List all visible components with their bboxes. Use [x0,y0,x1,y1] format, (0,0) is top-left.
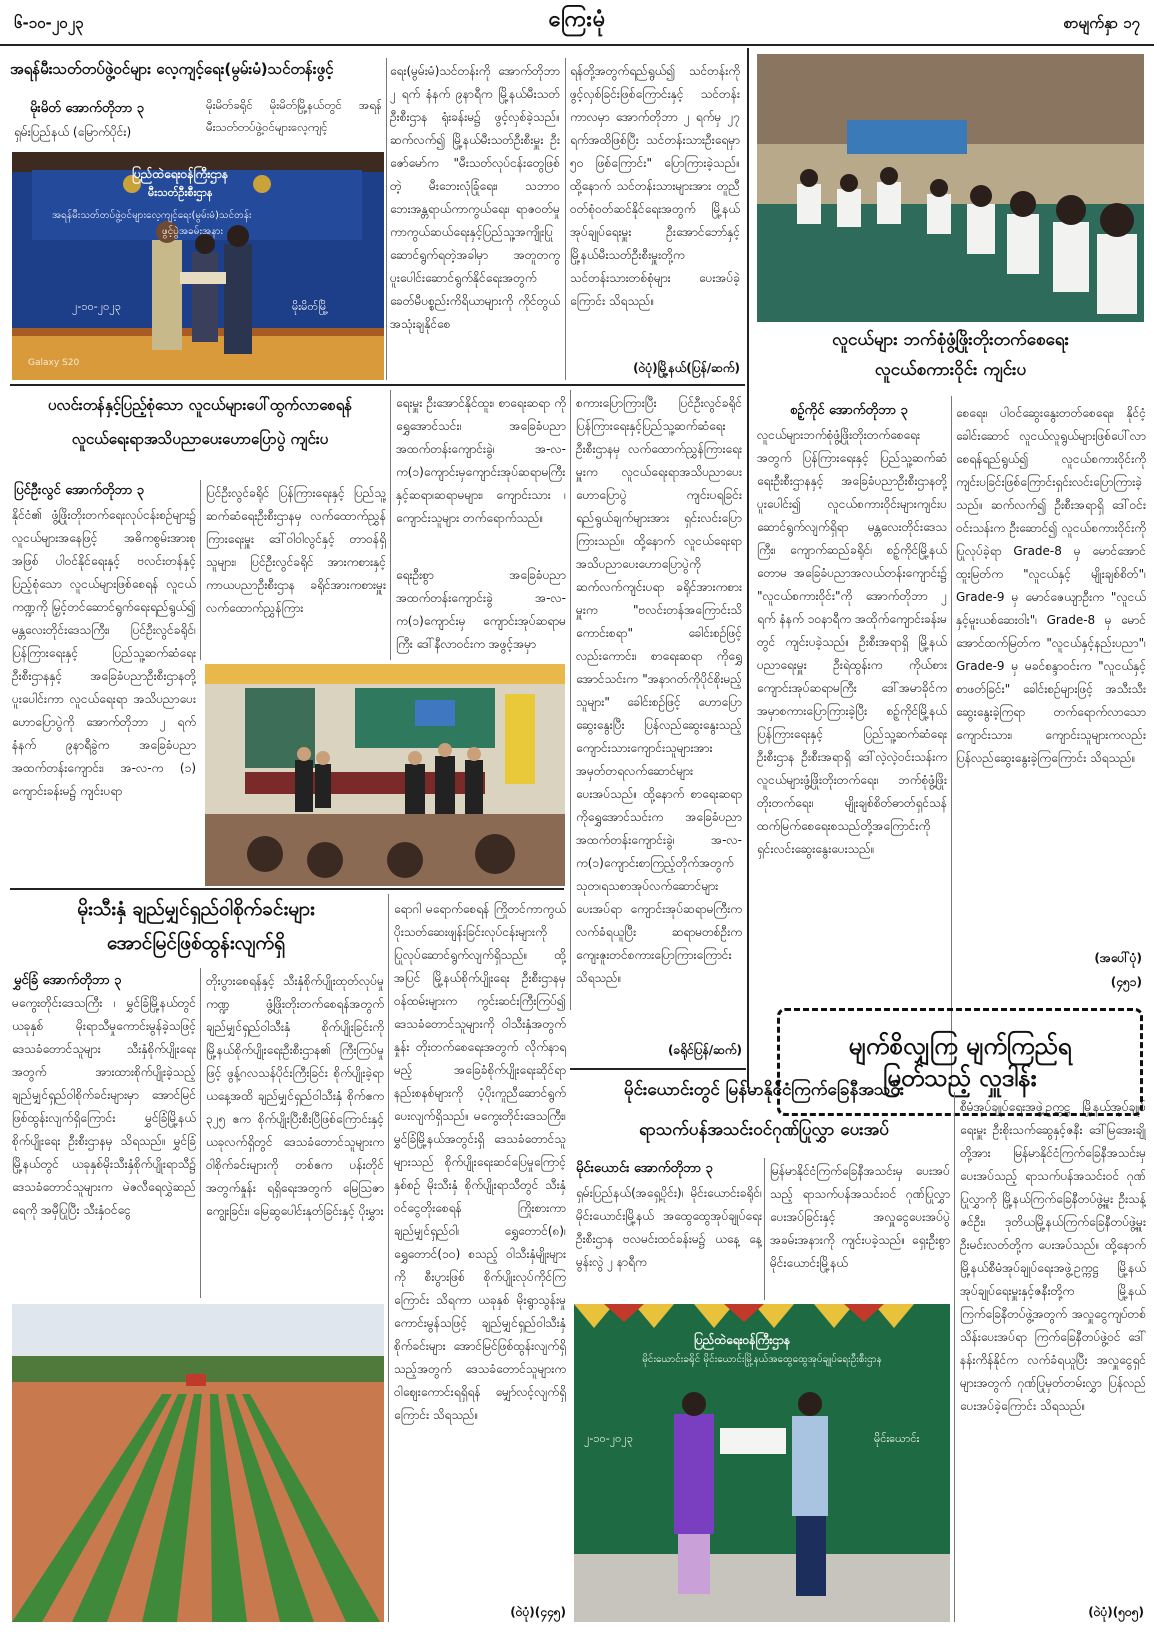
a5-photo-date: ၂-၁၀-၂၀၂၃ [584,1432,633,1445]
a1-photo-fire-brigade-ceremony [12,152,384,380]
a4-headline-line2: အောင်မြင်ဖြစ်ထွန်းလျက်ရှိ [106,932,286,954]
a1-photo-banner-department: မီးသတ်ဦးစီးဌာန [148,186,213,199]
column-rule [200,480,201,660]
a5-photo-red-cross-ceremony [574,1304,950,1622]
column-rule [570,390,571,1010]
a1-photo-banner-course: အရန်မီးသတ်တပ်ဖွဲ့ဝင်များလေ့ကျင့်ရေး(မွမ်းမံ)သင်တန်း [52,210,252,221]
column-rule [200,968,201,1298]
a1-intro: မိုးမိတ်ခရိုင် မိုးမိတ်မြို့နယ်တွင် အရန်မီးသတ်တပ်ဖွဲ့ဝင်များလေ့ကျင့် [206,98,382,134]
a5-body-col1: ရှမ်းပြည်နယ်(အရှေ့ပိုင်း)၊ မိုင်းယောင်းခရိုင်၊ မိုင်းယောင်းမြို့နယ် အထွေထွေအုပ်ချုပ်ရေးဦးစီးဌာန ဗလမင်းထင်ခန်းမ၌ ယနေ့ နေ့ မွန်းလွဲ ၂ နာရီက [576,1186,762,1269]
a3-headline-line2: လူငယ်ရေးရာအသိပညာပေးဟောပြောပွဲ ကျင်းပ [71,430,329,448]
column-rule [386,58,387,380]
a1-photo-banner-opening: ဖွင့်ပွဲအခမ်းအနား [162,226,224,237]
a3-photo-youth-talk-hall [205,664,565,886]
a4-signoff: (ဝဲပုံ)(၄၄၅) [510,1605,566,1619]
a4-headline: မိုးသီးနှံ ချည်မျှင်ရှည်ဝါစိုက်ခင်းများ [77,898,315,920]
a2-signoff-code: (၄၅၁) [1110,975,1142,989]
a1-signoff: (ဝဲပုံ)မြို့နယ်(ပြန်/ဆက်) [633,361,740,375]
a2-headline: လူငယ်များ ဘက်စုံဖွံ့ဖြိုးတိုးတက်စေရေး [832,330,1069,350]
page-number: စာမျက်နှာ ၁၇ [1063,14,1140,32]
a5-photo-banner-ministry: ပြည်ထဲရေးဝန်ကြီးဌာန [694,1333,791,1347]
a2-byline: စဥ့်ကိုင် အောက်တိုဘာ ၃ [790,403,908,418]
a4-photo-cotton-field [12,1304,384,1622]
column-rule [747,48,749,1088]
a5-byline: မိုင်းယောင်း အောက်တိုဘာ ၃ [576,1161,713,1176]
a1-headline: အရန်မီးသတ်တပ်ဖွဲ့ဝင်များ လေ့ကျင့်ရေး(မွမ်းမံ)သင်တန်းဖွင့် [10,60,334,78]
a3-body-col2: ပြင်ဦးလွင်ခရိုင် ပြန်ကြားရေးနှင့် ပြည်သူ့ဆက်ဆံရေးဦးစီးဌာနမှ လက်ထောက်ညွှန်ကြားရေးမှူး ဒေါ်ဝါဝါလွင်နှင့် တာဝန်ရှိသူများ၊ ပြင်ဦးလွင်ခရိုင် အားကစားနှင့်ကာယပညာဦးစီးဌာန ခရိုင်အားကစားမှူး လက်ထောက်ညွှန်ကြား [206,486,386,615]
section-rule [570,1068,746,1070]
a5-headline: မိုင်းယောင်းတွင် မြန်မာနိုင်ငံကြက်ခြေနီအသင်း [623,1080,905,1100]
a3-photo-art [205,664,565,886]
a2-photo-art [757,54,1144,322]
a4-body-col3: ရောဂါ မရောက်စေရန် ကြိုတင်ကာကွယ် ပိုးသတ်ဆေးဖျန်းခြင်းလုပ်ငန်းများကို ပြုလုပ်ဆောင်ရွက်လျက်ရှိသည်။ ထို့အပြင် မြို့နယ်စိုက်ပျိုးရေး ဦးစီးဌာနမှ ဝန်ထမ်းများက ကွင်းဆင်းကြီးကြပ်၍ ဒေသခံတောင်သူများကို ဝါသီးနှံအတွက် နှုန်း တိုးတက်စေရေးအတွက် လိုက်နာရမည့် အခြေခံစိုက်ပျိုးရေးဆိုင်ရာနည်းစနစ်များကို ပံ့ပိုးကူညီဆောင်ရွက်ပေးလျက်ရှိသည်။ မကွေးတိုင်းဒေသကြီး၊ မွှင်ခြံမြို့နယ်အတွင်းရှိ ဒေသခံတောင်သူများသည် စိုက်ပျိုးရေးဆင်ပြေမှုကြောင့် နှစ်စဉ် မိုးသီးနှံ စိုက်ပျိုးရာသီတွင် သီးနှံ ဝင်ငွေတိုးစေရန် ကြိုးစားကာ ချည်မျှင်ရှည်ဝါ၊ ရွှေတောင်(၈)၊ ရွှေတောင်(၁၀) စသည့် ဝါသီးနှံမျိုးများကို စီးပွားဖြစ် စိုက်ပျိုးလုပ်ကိုင်ကြကြောင်း သိရကာ ယခုနှစ် မိုးရွာသွန်းမှုကောင်းမွန်သဖြင့် ချည်မျှင်ရှည်ဝါသီးနှံစိုက်ခင်းများ အောင်မြင်ဖြစ်ထွန်းလျက်ရှိသည့်အတွက် ဒေသခံတောင်သူများက ဝါဈေးကောင်းရရှိရန် မျှော်လင့်လျက်ရှိကြောင်း သိရသည်။ [394,902,566,1422]
column-rule [565,58,566,380]
a5-photo-place: မိုင်းယောင်း [874,1432,920,1445]
a3-body-col3b: ရေးဦးစွာ အခြေခံပညာအထက်တန်းကျောင်းခွဲ အ-လ-က(၁)ကျောင်းမှ ကျောင်းအုပ်ဆရာမကြီး ဒေါ်နီလာဝင်းက အဖွင့်အမှာ [396,568,566,651]
a1-body-col2: ရေး(မွမ်းမံ)သင်တန်းကို အောက်တိုဘာ ၂ ရက် နံနက် ၉နာရီက မြို့နယ်မီးသတ်ဦးစီးဌာန ရုံးခန်းမ၌ ဖွင့်လှစ်ခဲ့သည်။ ဆက်လက်၍ မြို့နယ်မီးသတ်ဦးစီးမှူး ဦးဇော်မော်က "မီးသတ်လုပ်ငန်းတွေဖြစ်တဲ့ မီးဘေးလုံခြုံရေး၊ သဘာဝဘေးအန္တရာယ်ကာကွယ်ရေး၊ ရာဇဝတ်မှုကာကွယ်ဆယ်ရေးနှင့်ပြည်သူ့အကျိုးပြုဆောင်ရွက်ရတဲ့အခါမှာ အတူတကွ ပူးပေါင်းဆောင်ရွက်နိုင်ရေးအတွက် ခေတ်မီပစ္စည်းကိရိယာများကို ကိုင်တွယ်အသုံးချနိုင်စေ [390,64,560,331]
a5-body-col3: စီမံအုပ်ချုပ်ရေးအဖွဲ့ဥက္ကဋ္ဌ မြို့နယ်အုပ်ချုပ်ရေးမှူး ဦးစိုးသက်ဆွေနှင့်ဇနီး ဒေါ်မြအေးချိုတို့အား မြန်မာနိုင်ငံကြက်ခြေနီအသင်းမှပေးအပ်သည့် ရာသက်ပန်အသင်းဝင် ဂုဏ်ပြုလွှာကို မြို့နယ်ကြက်ခြေနီတပ်ဖွဲ့မှူး ဦးသန့်ဇင်ဦး၊ ဒုတိယမြို့နယ်ကြက်ခြေနီတပ်ဖွဲ့မှူး ဦးမင်းလတ်တို့က ပေးအပ်သည်။ ထို့နောက် မြို့နယ်စီမံအုပ်ချုပ်ရေးအဖွဲ့ဥက္ကဋ္ဌ မြို့နယ်အုပ်ချုပ်ရေးမှူးနှင့်ဇနီးတို့က မြို့နယ်ကြက်ခြေနီတပ်ဖွဲ့အတွက် အလှူငွေကျပ်တစ်သိန်းပေးအပ်ရာ ကြက်ခြေနီတပ်ဖွဲ့ဝင် ဒေါ်နန်းကိန်နိုင်က လက်ခံရယူပြီး အလှူငွေရှင်များအတွက် ဂုဏ်ပြုမှတ်တမ်းလွှာ ပြန်လည်ပေးအပ်ခဲ့ကြောင်း သိရသည်။ [960,1100,1146,1413]
a1-photo-credit: Galaxy S20 [28,358,80,368]
a5-signoff: (ဝဲပုံ)(၅၀၅) [1088,1605,1144,1619]
a3-headline: ပလင်းတန်နှင့်ပြည့်စုံသော လူငယ်များပေါ်ထွက်လာစေရန် [47,396,353,414]
column-rule [764,1158,765,1300]
a4-photo-art [12,1304,384,1622]
a2-signoff: (အပေါ်ပုံ) [1094,951,1142,965]
a1-body-col3: ရန်တို့အတွက်ရည်ရွယ်၍ သင်တန်းကို ဖွင့်လှစ်ခြင်းဖြစ်ကြောင်းနှင့် သင်တန်းကာလမှာ အောက်တိုဘာ ၂ ရက်မှ ၂၇ ရက်အထိဖြစ်ပြီး သင်တန်းသားဦးရေမှာ ၅၀ ဖြစ်ကြောင်း" ပြောကြားခဲ့သည်။ ထို့နောက် သင်တန်းသားများအား တူညီဝတ်စုံဝတ်ဆင်နိုင်ရေးအတွက် မြို့နယ်အုပ်ချုပ်ရေးမှူး ဦးအောင်ဘော်နှင့် မြို့နယ်မီးသတ်ဦးစီးမှူးတို့က သင်တန်းသားတစ်စုံများ ပေးအပ်ခဲ့ကြောင်း သိရသည်။ [570,64,740,308]
a5-body-col2: မြန်မာနိုင်ငံကြက်ခြေနီအသင်းမှ ပေးအပ်သည့် ရာသက်ပန်အသင်းဝင် ဂုဏ်ပြုလွှာပေးအပ်ခြင်းနှင့် အလှူငွေပေးအပ်ပွဲအခမ်းအနားကို ကျင်းပခဲ့သည်။ ရှေးဦးစွာ မိုင်းယောင်းမြို့နယ် [770,1164,950,1270]
a2-body-col2: စေရေး၊ ပါဝင်ဆွေးနွေးတတ်စေရေး၊ နိုင်ငံ့ခေါင်းဆောင် လူငယ်လူရွယ်များဖြစ်ပေါ်လာစေရန်ရည်ရွယ်၍ လူငယ်စကားဝိုင်းကို ကျင်းပခြင်းဖြစ်ကြောင်းရှင်းလင်းပြောကြားခဲ့သည်။ ဆက်လက်၍ ဦးစီးအရာရှိ ဒေါ်ဝင်းဝင်းသန်းက ဦးဆောင်၍ လူငယ်စကားဝိုင်းကို ပြုလုပ်ခဲ့ရာ Grade-8 မှ မောင်အောင်ထူးမြတ်က "လူငယ်နှင့် မျိုးချစ်စိတ်"၊ Grade-9 မှ မောင်ဇေယျာဦးက "လူငယ်နှင့်မူးယစ်ဆေးဝါး"၊ Grade-8 မှ မောင်အောင်ထက်မြတ်က "လူငယ်နှင့်နည်းပညာ"၊ Grade-9 မှ မခင်စန္ဒာဝင်းက "လူငယ်နှင့်စာဖတ်ခြင်း" ခေါင်းစဉ်များဖြင့် အသီးသီးဆွေးနွေးခဲ့ကြရာ တက်ရောက်လာသော ကျောင်းသား၊ ကျောင်းသူများကလည်း ပြန်လည်ဆွေးနွေးခဲ့ကြကြောင်း သိရသည်။ [956,406,1146,765]
a1-byline-region: ရှမ်းပြည်နယ် (မြောက်ပိုင်း) [14,125,132,139]
a4-body-col2: တိုးပွားစေရန်နှင့် သီးနှံစိုက်ပျိုးထုတ်လုပ်မှုကဏ္ဍ ဖွံ့ဖြိုးတိုးတက်စေရန်အတွက် ချည်မျှင်ရှည်ဝါသီးနှံ စိုက်ပျိုးခြင်းကို မြို့နယ်စိုက်ပျိုးရေးဦးစီးဌာန၏ ကြီးကြပ်မှုဖြင့် ဖွန့်ဂလသန်ပိုင်းကြီးခြင်း စိုက်ပျိုးခဲ့ရာ ယနေ့အထိ ချည်မျှင်ရှည်ဝါသီးနှံ စိုက်ဧက ၃၂၅ ဧက စိုက်ပျိုးပြီးစီးပြီဖြစ်ကြောင်းနှင့် ယခုလက်ရှိတွင် ဒေသခံတောင်သူများက ဝါစိုက်ခင်းများကို တစ်ဧက ပန်းတိုင်အတွက်နှုန်း ရရှိရေးအတွက် မြေသြဇာကျွေးခြင်း၊ မြေဆွပေါင်းနုတ်ခြင်းနှင့် ပိုးမွှား [206,974,384,1218]
a5-photo-banner-department: မိုင်းယောင်းခရိုင် မိုင်းယောင်းမြို့နယ်အထွေထွေအုပ်ချုပ်ရေးဦးစီးဌာန [642,1354,882,1365]
a1-photo-date: ၂-၁၀-၂၀၂၃ [72,300,121,313]
a3-body-col4: စကားပြောကြားပြီး ပြင်ဦးလွင်ခရိုင် ပြန်ကြားရေးနှင့်ပြည်သူ့ဆက်ဆံရေးဦးစီးဌာနမှ လက်ထောက်ညွှန်ကြားရေးမှူးက လူငယ်ရေးရာအသိပညာပေးဟောပြောပွဲ ကျင်းပရခြင်း ရည်ရွယ်ချက်များအား ရှင်းလင်းပြောကြားသည်။ ထို့နောက် လူငယ်ရေးရာအသိပညာပေးဟောပြောပွဲကို ဆက်လက်ကျင်းပရာ ခရိုင်အားကစားမှူးက "ဗလင်းတန်အကြောင်းသိကောင်းစရာ" ခေါင်းစဉ်ဖြင့် လည်းကောင်း၊ စာရေးဆရာ ကိုရွှေအောင်သင်းက "အနာဂတ်ကိုပိုင်စိုးမည့်သူများ" ခေါင်းစဉ်ဖြင့် ဟောပြောဆွေးနွေးပြီး ပြန်လည်ဆွေးနွေးသည့် ကျောင်းသားကျောင်းသူများအား အမှတ်တရလက်ဆောင်များပေးအပ်သည်။ ထို့နောက် စာရေးဆရာ ကိုရွှေအောင်သင်းက အခြေခံပညာအထက်တန်းကျောင်းခွဲ၊ အ-လ-က(၁)ကျောင်းစာကြည့်တိုက်အတွက် သုတ၊ရသစာအုပ်လက်ဆောင်များ ပေးအပ်ရာ ကျောင်းအုပ်ဆရာမကြီးက လက်ခံရယူပြီး ဆရာမတစ်ဦးက ကျေးဇူးတင်စကားပြောကြားကြောင်း သိရသည်။ [576,396,742,985]
issue-date: ၆-၁၀-၂၀၂၃ [14,14,84,32]
column-rule [388,894,389,1622]
a3-body-col3: ရေးမှူး ဦးအောင်နိုင်ထူး၊ စာရေးဆရာ ကိုရွှေအောင်သင်း၊ အခြေခံပညာအထက်တန်းကျောင်းခွဲ၊ အ-လ-က(၁)ကျောင်းမှကျောင်းအုပ်ဆရာမကြီးနှင့်ဆရာ၊ဆရာမများ၊ ကျောင်းသား ၊ ကျောင်းသူများ တက်ရောက်သည်။ [396,396,566,525]
column-rule [951,396,952,1086]
column-rule [954,1092,955,1622]
section-rule [10,384,745,386]
a1-byline: မိုးမိတ် အောက်တိုဘာ ၃ [30,101,145,116]
a2-body-col1: လူငယ်များဘက်စုံဖွံ့ဖြိုးတိုးတက်စေရေးအတွက် ပြန်ကြားရေးနှင့် ပြည်သူ့ဆက်ဆံရေးဦးစီးဌာနနှင့် အခြေခံပညာဦးစီးဌာနတို့ ပူးပေါင်း၍ လူငယ်စကားဝိုင်းများကျင်းပဆောင်ရွက်လျက်ရှိရာ မန္တလေးတိုင်းဒေသကြီး၊ ကျောက်ဆည်ခရိုင်၊ စဥ့်ကိုင်မြို့နယ် တောမ အခြေခံပညာအလယ်တန်းကျောင်း၌ "လူငယ်စကားဝိုင်း"ကို အောက်တိုဘာ ၂ ရက် နံနက် ၁၀နာရီက အထိုက်ကျောင်းခန်းမတွင် ကျင်းပခဲ့သည်။ ဦးစီးအရာရှိ မြို့နယ်ပညာရေးမှူး ဦးရဲထွန်းက ကိုယ်စားကျောင်းအုပ်ဆရာမကြီး ဒေါ်အမာခိုင်က အမှာစကားပြောကြားခဲ့ပြီး စဥ့်ကိုင်မြို့နယ် ပြန်ကြားရေးနှင့် ပြည်သူ့ဆက်ဆံရေးဦးစီးဌာန ဦးစီးအရာရှိ ဒေါ်လဲ့လဲ့ဝင်းသန်းက လူငယ်များဖွံ့ဖြိုးတိုးတက်ရေး၊ ဘက်စုံဖွံ့ဖြိုးတိုးတက်ရေး၊ မျိုးချစ်စိတ်ဓာတ်ရှင်သန်ထက်မြက်စေရေးစသည်တို့အကြောင်းကို ရှင်းလင်းဆွေးနွေးပေးသည်။ [757,428,947,856]
notice-line2: မြတ်သည့် လှူဒါန်း [883,1064,1037,1092]
a2-headline-line2: လူငယ်စကားဝိုင်း ကျင်းပ [874,360,1027,380]
a1-photo-place: မိုးမိတ်မြို့ [292,300,328,313]
newspaper-logo: ကြေးမုံ [548,6,607,32]
a5-headline-line2: ရာသက်ပန်အသင်းဝင်ဂုဏ်ပြုလွှာ ပေးအပ် [639,1120,889,1140]
a2-photo-youth-discussion [757,54,1144,322]
a1-photo-banner-ministry: ပြည်ထဲရေးဝန်ကြီးဌာန [132,167,229,181]
a4-byline: မွှင်ခြံ အောက်တိုဘာ ၃ [14,973,122,988]
section-rule [10,888,564,890]
column-rule [390,390,391,660]
notice-line1: မျက်စိလျှကြ မျက်ကြည်ရ [848,1031,1072,1060]
a3-body-col1: နိုင်ငံ၏ ဖွံ့ဖြိုးတိုးတက်ရေးလုပ်ငန်းစဉ်များ၌ လူငယ်များအနေဖြင့် အဓိကစွမ်းအားစုအဖြစ် ပါဝင်နိုင်ရေးနှင့် ဗလင်းတန်နှင့်ပြည့်စုံသော လူငယ်များဖြစ်စေရန် လူငယ်ကဏ္ဍကို မြှင့်တင်ဆောင်ရွက်ရေးရည်ရွယ်၍ မန္တလေးတိုင်းဒေသကြီး၊ ပြင်ဦးလွင်ခရိုင်၊ ပြန်ကြားရေးနှင့် ပြည်သူ့ဆက်ဆံရေးဦးစီးဌာနနှင့် အခြေခံပညာဦးစီးဌာနတို့ပူးပေါင်းကာ လူငယ်ရေးရာ အသိပညာပေးဟောပြောပွဲကို အောက်တိုဘာ ၂ ရက် နံနက် ၉နာရီခွဲက အခြေခံပညာအထက်တန်းကျောင်း၊ အ-လ-က (၁) ကျောင်းခန်းမ၌ ကျင်းပရာ [12,508,196,798]
a3-byline: ပြင်ဦးလွင် အောက်တိုဘာ ၃ [14,483,145,498]
a4-body-col1: မကွေးတိုင်းဒေသကြီး ၊ မွှင်ခြံမြို့နယ်တွင် ယခုနှစ် မိုးရာသီမှုကောင်းမွန်ခဲ့သဖြင့် ဒေသခံတောင်သူများ သီးနှံစိုက်ပျိုးရေးအတွက် အားထားစိုက်ပျိုးခဲ့သည့် ချည်မျှင်ရှည်ဝါစိုက်ခင်းများမှာ အောင်မြင်ဖြစ်ထွန်းလျက်ရှိကြောင်း မွှင်ခြံမြို့နယ်စိုက်ပျိုးရေး ဦးစီးဌာနမှ သိရသည်။ မွှင်ခြံမြို့နယ်တွင် ယခုနှစ်မိုးသီးနှံစိုက်ပျိုးရာသီ၌ ဒေသခံတောင်သူများက မဲဇလီရေလွှဲဆည်ရေကို အမှီပြုပြီး သီးနှံဝင်ငွေ [12,996,196,1217]
a3-signoff: (ခရိုင်ပြန်/ဆက်) [667,1043,742,1057]
